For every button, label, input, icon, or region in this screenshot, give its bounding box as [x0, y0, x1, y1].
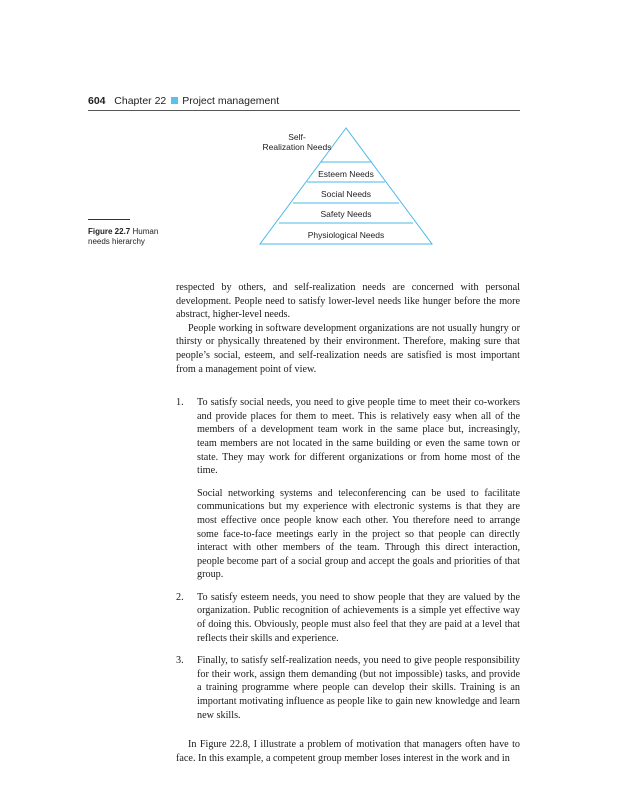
section-title: Project management [182, 95, 280, 107]
label-safety: Safety Needs [320, 209, 372, 219]
label-social: Social Needs [320, 189, 372, 199]
paragraph: In Figure 22.8, I illustrate a problem of motivation that managers often have to face. In this example, a competent group member loses interest in the work and in [176, 739, 520, 764]
list-item [176, 654, 520, 722]
list-item-text: To satisfy social needs, you need to give people time to meet their co-workers and provide places for them to meet. This is relatively easy when all of the members of a development team work in the same place but, increasingly, team members are not located in the same building or even the same town or state. They may work for different organizations or from home most of the time. [197, 397, 520, 477]
list-item-text: To satisfy esteem needs, you need to show people that they are valued by the organization. Public recognition of achievements is a simple yet effective way of doing this. Obviously, people must also feel that they are paid at a level that reflects their skills and experience. [197, 591, 520, 644]
paragraph: respected by others, and self-realization needs are concerned with personal development. People need to satisfy lower-level needs like hunger before the more abstract, higher-level needs. [176, 282, 520, 321]
label-physiological: Physiological Needs [307, 230, 385, 240]
label-self-line2: Realization Needs [262, 142, 332, 152]
list-item-text: Social networking systems and teleconferencing can be used to facilitate communications but my experience with electronic systems is that they are most effective once people know each other. You therefore need to arrange some face-to-face meetings early in the project so that people can directly interact with other members of the team. Through this direct interaction, people become part of a social group and accept the goals and priorities of that group. [197, 487, 520, 581]
figure-caption-text: Human needs hierarchy [88, 227, 159, 246]
body-text [176, 281, 520, 765]
list-item [176, 396, 520, 582]
figure-caption [88, 227, 178, 247]
needs-hierarchy-pyramid [0, 0, 618, 260]
figure-number: Figure 22.7 [88, 227, 131, 236]
list-number: 1. [176, 397, 184, 409]
page-number: 604 [88, 95, 106, 107]
paragraph: People working in software development organizations are not usually hungry or thirsty or physically threatened by their environment. Therefore, making sure that people’s social, esteem, and self-realization needs are satisfied is most important from a management point of view. [176, 322, 520, 375]
label-self-line1: Self- [288, 132, 306, 142]
chapter-label: Chapter 22 [114, 95, 167, 107]
list-number: 2. [176, 591, 184, 603]
list-number: 3. [176, 655, 184, 667]
label-esteem: Esteem Needs [318, 169, 374, 179]
list-item-text: Finally, to satisfy self-realization needs, you need to give people responsibility for their work, assign them demanding (but not impossible) tasks, and provide a training programme where people can develop their skills. Training is an important motivating influence as people like to gain new knowledge and learn new skills. [197, 655, 520, 721]
list-item [176, 591, 520, 645]
caption-rule [88, 219, 130, 220]
numbered-list [176, 396, 520, 722]
